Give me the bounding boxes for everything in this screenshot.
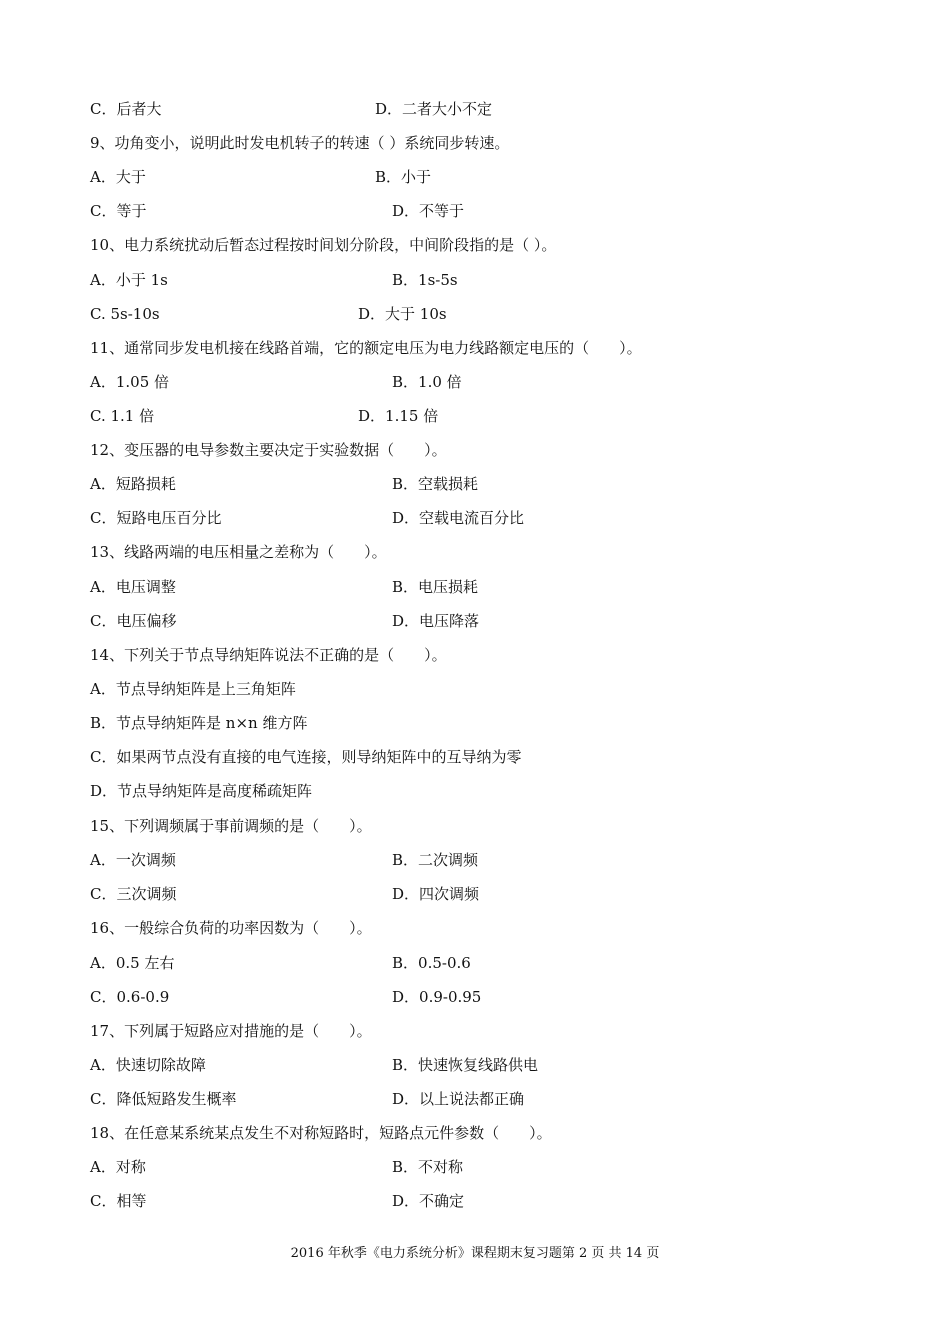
q8-option-d: D．二者大小不定 [375,100,493,118]
q15-option-b: B．二次调频 [392,851,479,869]
q18-option-c: C．相等 [90,1192,147,1210]
q14-option-b: B．节点导纳矩阵是 n×n 维方阵 [90,714,308,732]
q14-option-a: A．节点导纳矩阵是上三角矩阵 [90,680,296,698]
q10-option-d: D．大于 10s [358,305,447,323]
q17-option-c: C．降低短路发生概率 [90,1090,237,1108]
q17-option-d: D．以上说法都正确 [392,1090,525,1108]
q12-option-a: A．短路损耗 [90,475,176,493]
q18-option-b: B．不对称 [392,1158,464,1176]
q16-option-a: A．0.5 左右 [90,954,175,972]
q13-option-a: A．电压调整 [90,578,176,596]
q16-stem: 16、一般综合负荷的功率因数为（ ）。 [90,919,372,937]
q16-option-d: D．0.9-0.95 [392,988,482,1006]
q9-option-c: C．等于 [90,202,147,220]
q14-option-c: C．如果两节点没有直接的电气连接，则导纳矩阵中的互导纳为零 [90,748,522,766]
q9-option-b: B．小于 [375,168,432,186]
q10-stem: 10、电力系统扰动后暂态过程按时间划分阶段，中间阶段指的是（ ）。 [90,236,557,254]
q15-option-c: C．三次调频 [90,885,177,903]
q12-option-d: D．空载电流百分比 [392,509,525,527]
q11-option-c: C. 1.1 倍 [90,407,155,425]
q18-option-d: D．不确定 [392,1192,465,1210]
q9-option-a: A．大于 [90,168,146,186]
q14-option-d: D．节点导纳矩阵是高度稀疏矩阵 [90,782,313,800]
q8-option-c: C．后者大 [90,100,162,118]
q15-option-a: A．一次调频 [90,851,176,869]
q18-stem: 18、在任意某系统某点发生不对称短路时，短路点元件参数（ ）。 [90,1124,552,1142]
q15-option-d: D．四次调频 [392,885,480,903]
q11-option-a: A．1.05 倍 [90,373,169,391]
q14-stem: 14、下列关于节点导纳矩阵说法不正确的是（ ）。 [90,646,447,664]
q18-option-a: A．对称 [90,1158,146,1176]
q9-option-d: D．不等于 [392,202,465,220]
q17-stem: 17、下列属于短路应对措施的是（ ）。 [90,1022,372,1040]
q10-option-b: B．1s-5s [392,271,458,289]
q11-option-b: B．1.0 倍 [392,373,462,391]
q17-option-b: B．快速恢复线路供电 [392,1056,539,1074]
q11-stem: 11、通常同步发电机接在线路首端，它的额定电压为电力线路额定电压的（ ）。 [90,339,642,357]
q17-option-a: A．快速切除故障 [90,1056,206,1074]
q12-option-b: B．空载损耗 [392,475,479,493]
q13-stem: 13、线路两端的电压相量之差称为（ ）。 [90,543,387,561]
q16-option-b: B．0.5-0.6 [392,954,471,972]
q13-option-b: B．电压损耗 [392,578,479,596]
q15-stem: 15、下列调频属于事前调频的是（ ）。 [90,817,372,835]
q13-option-c: C．电压偏移 [90,612,177,630]
q12-option-c: C．短路电压百分比 [90,509,222,527]
page-footer: 2016 年秋季《电力系统分析》课程期末复习题第 2 页 共 14 页 [290,1246,660,1261]
q11-option-d: D．1.15 倍 [358,407,439,425]
q12-stem: 12、变压器的电导参数主要决定于实验数据（ ）。 [90,441,447,459]
q9-stem: 9、功角变小，说明此时发电机转子的转速（ ）系统同步转速。 [90,134,510,152]
q10-option-c: C. 5s-10s [90,305,160,323]
q10-option-a: A．小于 1s [90,271,168,289]
q13-option-d: D．电压降落 [392,612,480,630]
q16-option-c: C．0.6-0.9 [90,988,170,1006]
